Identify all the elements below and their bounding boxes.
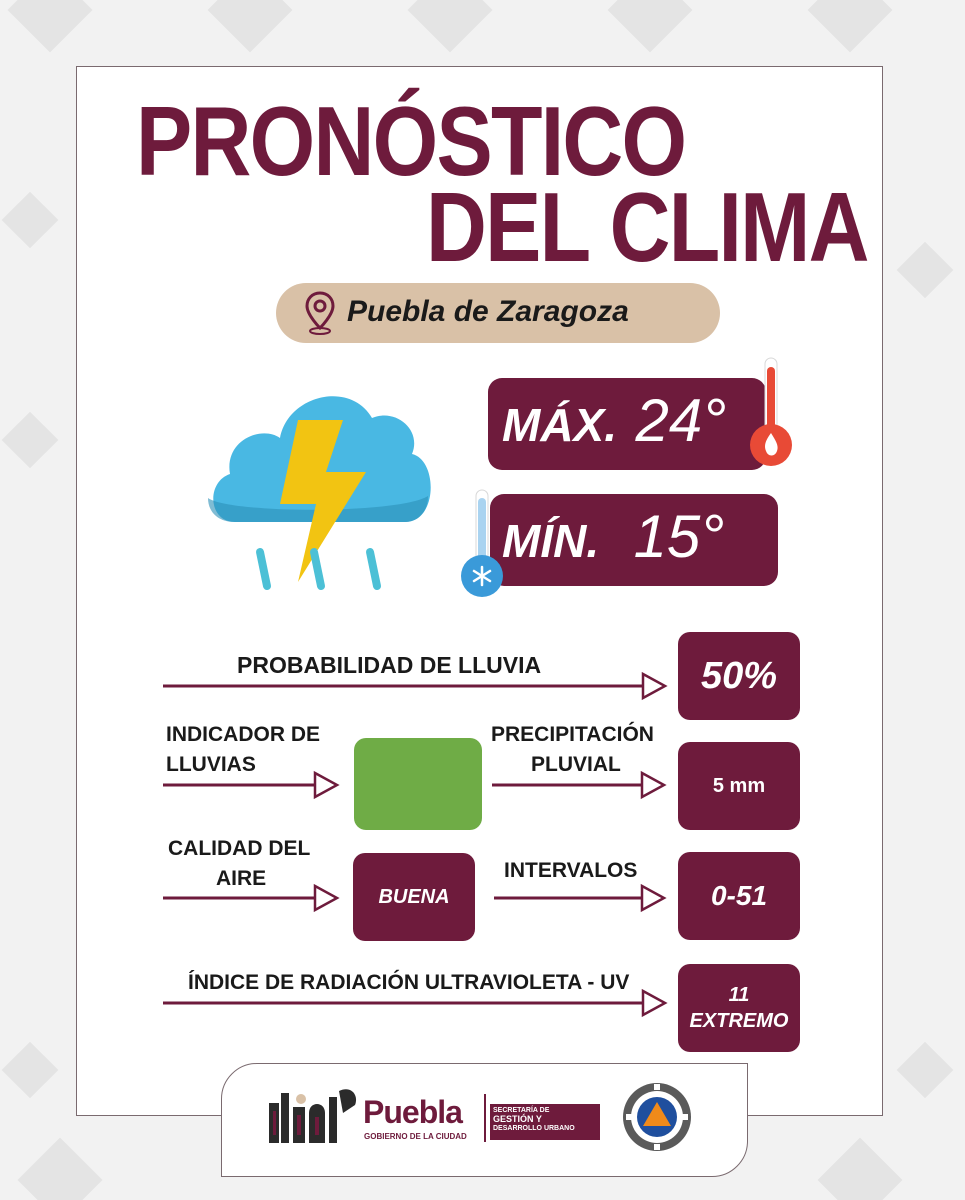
precipitation-value: 5 mm	[678, 742, 800, 830]
rain-probability-label: PROBABILIDAD DE LLUVIA	[237, 652, 542, 678]
max-value: 24°	[635, 387, 727, 454]
precipitation-label-2: PLUVIAL	[531, 753, 621, 776]
air-quality-label-2: AIRE	[216, 867, 267, 890]
uv-index-label: ÍNDICE DE RADIACIÓN ULTRAVIOLETA - UV	[188, 971, 630, 994]
min-temperature	[502, 502, 724, 571]
footer-brand: Puebla	[363, 1094, 462, 1130]
precipitation-label-1: PRECIPITACIÓN	[491, 723, 654, 746]
page-title-line2: DEL CLIMA	[426, 172, 868, 282]
location-name: Puebla de Zaragoza	[347, 295, 629, 328]
rain-indicator-label-2: LLUVIAS	[166, 753, 256, 776]
max-temperature	[502, 386, 726, 455]
city-silhouette-logo-icon	[265, 1083, 361, 1145]
max-label: MÁX.	[502, 399, 617, 451]
rain-indicator-label-1: INDICADOR DE	[166, 723, 321, 746]
secretaria-line1: SECRETARÍA DE	[493, 1107, 550, 1114]
intervals-label: INTERVALOS	[504, 859, 638, 882]
arrow-intervals	[494, 883, 668, 913]
min-label: MÍN.	[502, 515, 600, 567]
civil-protection-logo-icon	[620, 1080, 694, 1154]
rain-indicator-swatch	[354, 738, 482, 830]
map-pin-icon	[304, 290, 336, 336]
min-value: 15°	[633, 503, 725, 570]
uv-index-number: 11	[728, 984, 750, 1006]
hot-thermometer-icon	[748, 355, 794, 470]
air-quality-label-1: CALIDAD DEL	[168, 837, 311, 860]
uv-index-level: EXTREMO	[689, 1010, 789, 1032]
cold-thermometer-icon	[458, 488, 508, 600]
footer-brand-sub: GOBIERNO DE LA CIUDAD	[364, 1132, 467, 1141]
footer-secretaria	[490, 1104, 600, 1140]
page-title-line1: PRONÓSTICO	[136, 86, 686, 196]
uv-index-value	[678, 964, 800, 1052]
secretaria-line2: GESTIÓN Y	[493, 1114, 542, 1124]
intervals-value: 0-51	[678, 852, 800, 940]
secretaria-line3: DESARROLLO URBANO	[493, 1125, 575, 1132]
air-quality-value: BUENA	[353, 853, 475, 941]
footer-divider	[484, 1094, 486, 1142]
rain-probability-value: 50%	[678, 632, 800, 720]
thunderstorm-cloud-icon	[200, 380, 440, 595]
